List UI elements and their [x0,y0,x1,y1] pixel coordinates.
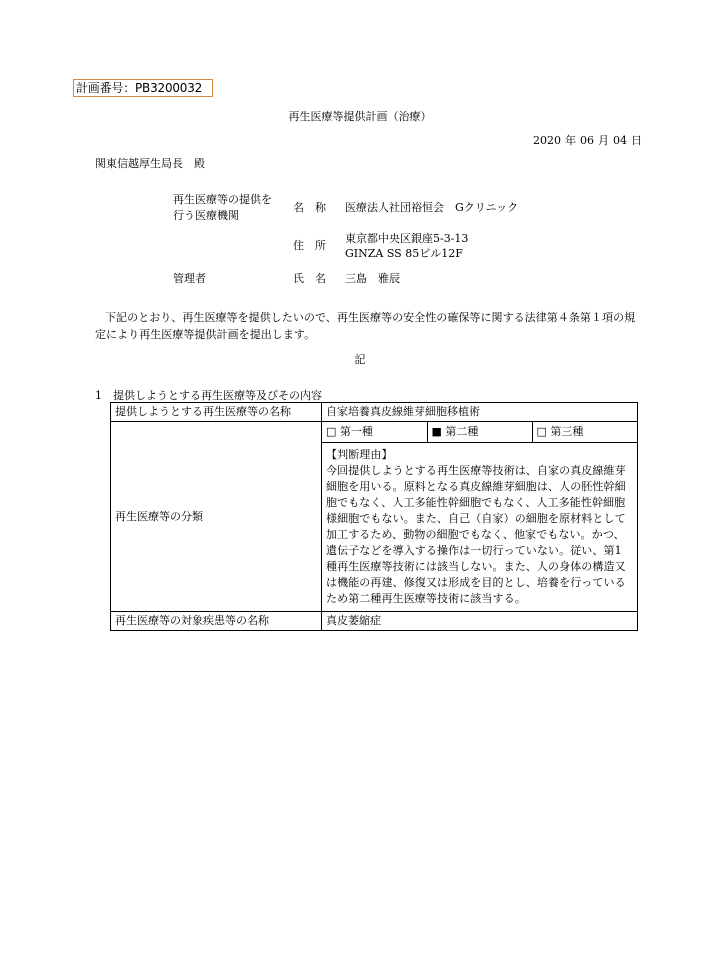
institution-name-label: 名 称 [293,201,326,214]
target-disease-label: 再生医療等の対象疾患等の名称 [111,612,322,631]
date-month: 06 [580,134,594,147]
classification-label: 再生医療等の分類 [111,422,322,612]
submission-statement: 下記のとおり、再生医療等を提供したいので、再生医療等の安全性の確保等に関する法律第４条第１項の規定により再生医療等提供計画を提出します。 [95,311,636,341]
class-option-type3: □ 第三種 [536,425,584,438]
table-row [111,403,638,422]
section-1-heading: 1 提供しようとする再生医療等及びその内容 [95,389,322,402]
manager-name-value: 三島 雅辰 [345,272,400,285]
date-day: 04 [613,134,627,147]
date-month-unit: 月 [598,134,609,147]
class-option-type1: □ 第一種 [322,422,427,442]
table-row [111,612,638,631]
institution-name-value: 医療法人社団裕恒会 Gクリニック [345,201,519,214]
therapy-name-label: 提供しようとする再生医療等の名称 [111,403,322,422]
table-row [111,422,638,443]
institution-label-line2: 行う医療機関 [173,209,239,222]
therapy-details-table [110,402,638,631]
date-year: 2020 [533,134,561,147]
plan-number-box: 計画番号：PB3200032 [73,79,213,97]
classification-options-cell [322,422,638,443]
manager-label: 管理者 [173,272,206,285]
ki-heading: 記 [354,353,366,366]
class-option-type2: ■ 第二種 [427,422,532,442]
institution-address-label: 住 所 [293,239,326,252]
institution-address-line2: GINZA SS 85ビル12F [345,247,463,260]
date-year-unit: 年 [565,134,576,147]
manager-name-label: 氏 名 [293,272,326,285]
document-title: 再生医療等提供計画（治療） [288,110,432,123]
classification-reason: 【判断理由】 今回提供しようとする再生医療等技術は、自家の真皮線維芽 細胞を用いる。原料となる真皮線維芽細胞は、人の胚性幹細 胞でもなく、人工多能性幹細胞でもなく、人工多能性幹細胞 様細胞でもない。また、自己（自家）の細胞を原材料として 加工するため、動物の細胞でもなく、他家でもない。かつ、 遺伝子などを導入する操作は一切行っていない。従い、第1 種再生医療等技術には該当しない。また、人の身体の構造又 は機能の再建、修復又は形成を目的とし、培養を行っている ため第二種再生医療等技術に該当する。 [322,443,638,612]
classification-options [322,422,637,442]
date-day-unit: 日 [631,134,642,147]
institution-address-line1: 東京都中央区銀座5-3-13 [345,232,469,245]
target-disease-value: 真皮萎縮症 [322,612,638,631]
submission-date [529,134,642,148]
addressee: 関東信越厚生局長 殿 [95,157,205,170]
institution-label-line1: 再生医療等の提供を [173,193,272,206]
therapy-name-value: 自家培養真皮線維芽細胞移植術 [322,403,638,422]
